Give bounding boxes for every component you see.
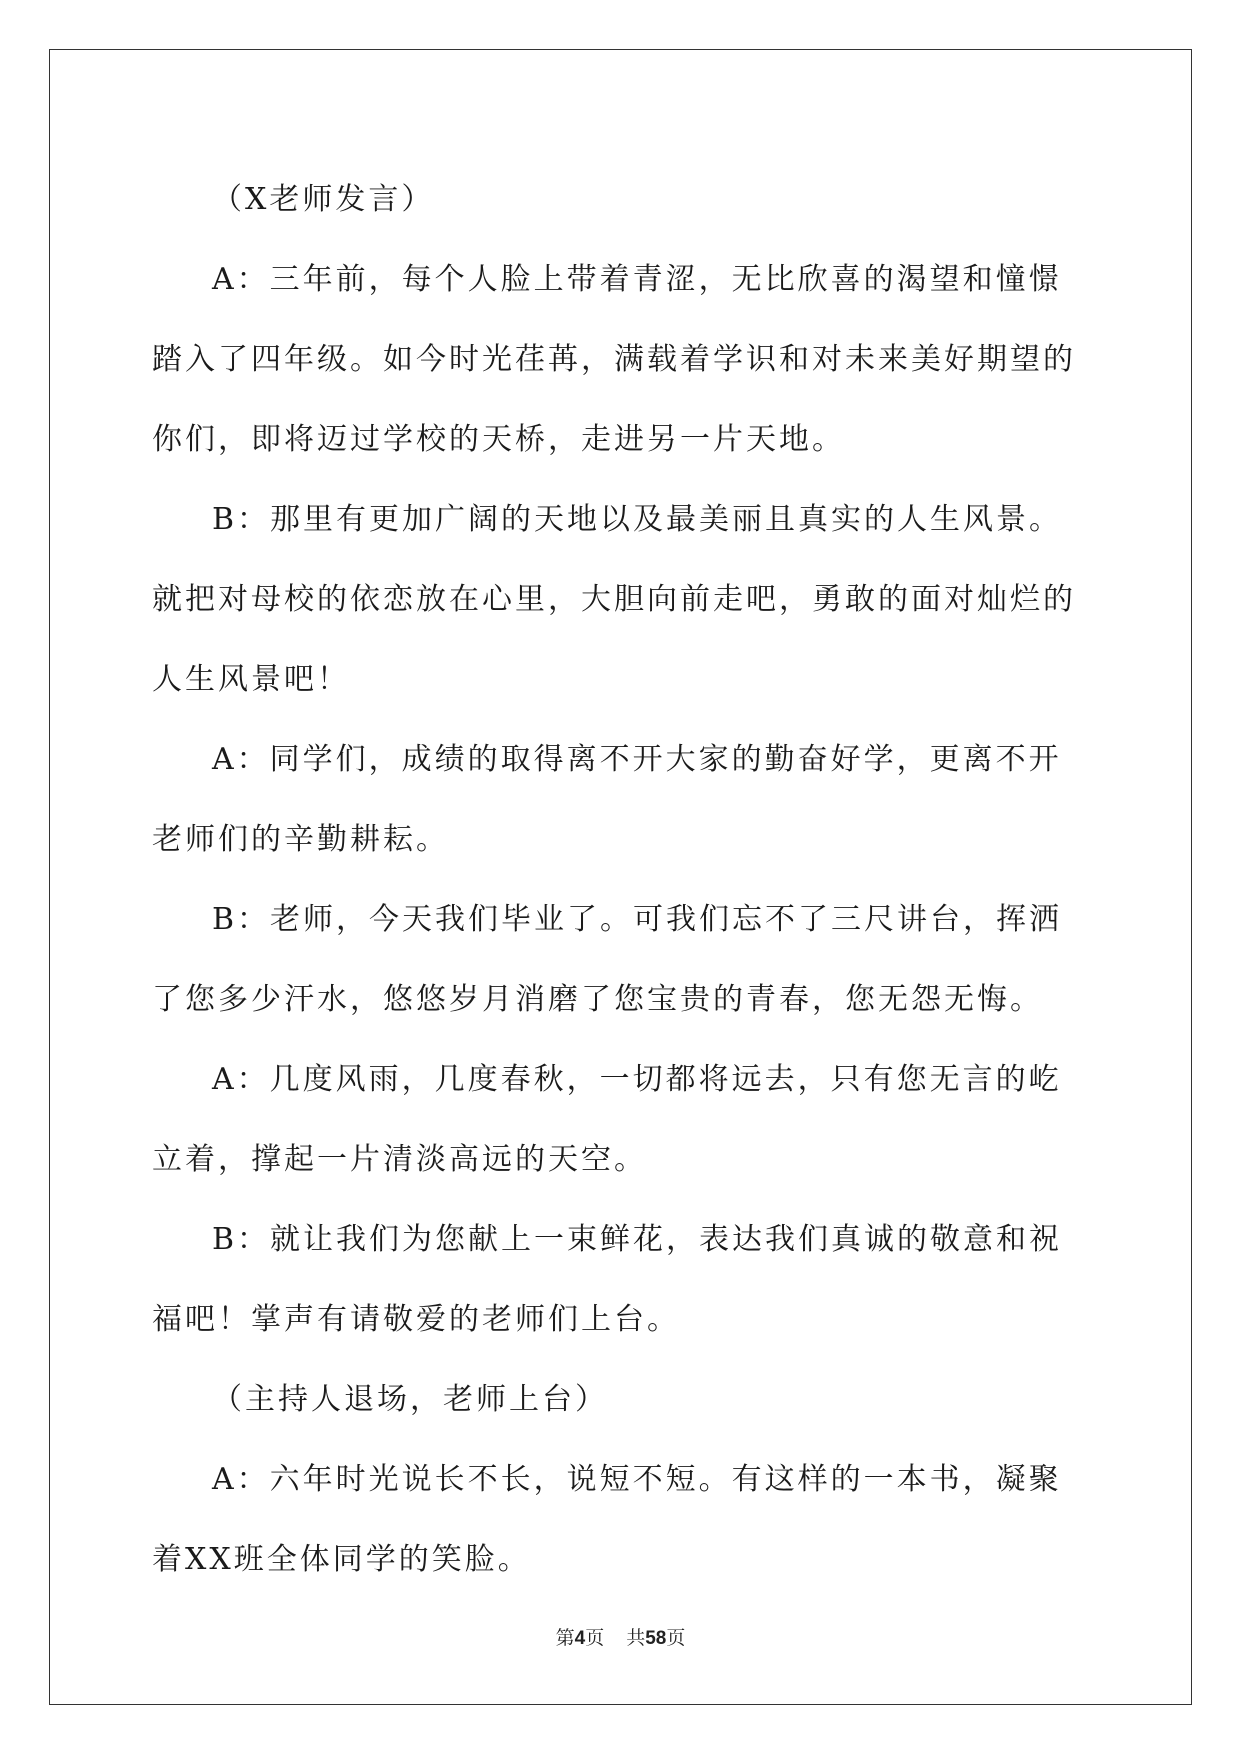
paragraph-a-six-years: A：六年时光说长不长，说短不短。有这样的一本书，凝聚着XX班全体同学的笑脸。 [152, 1462, 1062, 1577]
paragraph-b-scenery: B：那里有更加广阔的天地以及最美丽且真实的人生风景。就把对母校的依恋放在心里，大胆向前走吧，勇敢的面对灿烂的人生风景吧！ [152, 502, 1076, 697]
page-footer [0, 1623, 1241, 1650]
paragraph-teacher-speech: （X老师发言） [212, 182, 435, 217]
footer-total-prefix: 共 [626, 1627, 646, 1649]
paragraph-b-teacher: B：老师，今天我们毕业了。可我们忘不了三尺讲台，挥洒了您多少汗水，悠悠岁月消磨了您宝贵的青春，您无怨无悔。 [152, 902, 1063, 1017]
footer-page-number: 4 [574, 1628, 586, 1649]
paragraph-a-wind-rain: A：几度风雨，几度春秋，一切都将远去，只有您无言的屹立着，撑起一片清淡高远的天空。 [152, 1062, 1062, 1177]
footer-total-pages: 58 [645, 1628, 667, 1649]
footer-page-prefix: 第 [555, 1627, 575, 1649]
document-body [152, 160, 1092, 1600]
paragraph-b-flowers: B：就让我们为您献上一束鲜花，表达我们真诚的敬意和祝福吧！掌声有请敬爱的老师们上台。 [152, 1222, 1063, 1337]
footer-total-suffix: 页 [666, 1627, 686, 1649]
paragraph-host-exit: （主持人退场，老师上台） [212, 1382, 608, 1417]
paragraph-a-classmates: A：同学们，成绩的取得离不开大家的勤奋好学，更离不开老师们的辛勤耕耘。 [152, 742, 1062, 857]
footer-page-suffix: 页 [585, 1627, 605, 1649]
paragraph-a-three-years: A：三年前，每个人脸上带着青涩，无比欣喜的渴望和憧憬踏入了四年级。如今时光荏苒，满载着学识和对未来美好期望的你们，即将迈过学校的天桥，走进另一片天地。 [152, 262, 1076, 457]
